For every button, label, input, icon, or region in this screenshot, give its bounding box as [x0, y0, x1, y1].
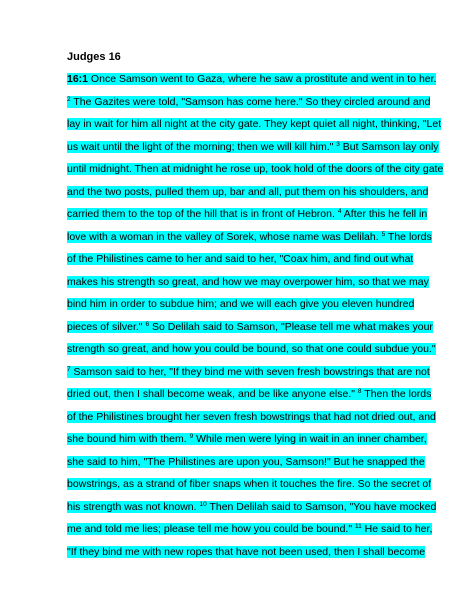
page-title: Judges 16: [67, 51, 121, 63]
verse-text: But Samson lay only: [339, 140, 439, 153]
verse-text: After this he fell in: [341, 208, 428, 220]
verse-text: So Delilah said to Samson, "Please tell me what makes your: [149, 320, 433, 333]
highlighted-text: [67, 96, 430, 108]
chapter-verse-ref: 16:1: [67, 73, 89, 85]
verse-text: Then the lords: [361, 388, 432, 400]
verse-text: He said to her,: [361, 523, 433, 535]
verse-text: bind him in order to subdue him; and we will each give you eleven hundred: [67, 298, 415, 310]
verse-text: she bound him with them.: [67, 433, 190, 445]
text-line: [67, 230, 432, 254]
highlighted-text: [67, 276, 429, 288]
highlighted-text: [67, 73, 436, 85]
text-line: [67, 253, 414, 276]
text-line: [67, 118, 442, 141]
highlighted-text: [67, 231, 432, 243]
highlighted-text: [67, 118, 441, 130]
verse-text: pieces of silver.": [67, 320, 146, 333]
text-line: [67, 410, 436, 434]
highlighted-text: [67, 366, 430, 378]
highlighted-text: [67, 478, 431, 490]
verse-text: The lords: [385, 230, 432, 243]
verse-text: While men were lying in wait in an inner chamber,: [193, 433, 427, 445]
verse-text: and the two posts, pulled them up, bar and all, put them on his shoulders, and: [67, 185, 429, 198]
text-line: [67, 388, 432, 411]
text-line: [67, 320, 433, 344]
verse-text: carried them to the top of the hill that is in front of Hebron.: [67, 208, 338, 220]
text-line: [67, 523, 433, 546]
verse-text: until midnight. Then at midnight he rose up, took hold of the doors of the city gate: [67, 163, 444, 175]
text-line: [67, 343, 436, 366]
text-line: [67, 433, 427, 456]
verse-text: strength so great, and how you could be bound, so that one could subdue you.": [67, 343, 436, 355]
text-line: [67, 478, 432, 501]
verse-number: 10: [199, 500, 207, 508]
verse-text: dried out, then I shall become weak, and be like anyone else.": [67, 388, 358, 400]
verse-text: "If they bind me with new ropes that have not been used, then I shall become: [67, 545, 426, 558]
verse-number: 3: [336, 140, 340, 148]
text-line: [67, 298, 415, 321]
verse-text: Samson said to her, "If they bind me with seven fresh bowstrings that are not: [70, 365, 430, 378]
verse-text: makes his strength so great, and how we may overpower him, so that we may: [67, 275, 429, 288]
text-line: [67, 95, 431, 119]
verse-text: of the Philistines came to her and said to her, "Coax him, and find out what: [67, 253, 414, 265]
highlighted-text: [67, 343, 436, 355]
text-line: [67, 545, 426, 569]
highlighted-text: [67, 163, 443, 175]
highlighted-text: [67, 433, 427, 445]
verse-number: 6: [145, 320, 150, 328]
verse-text: lay in wait for him all night at the city gate. They kept quiet all night, thinking, "Let: [67, 118, 442, 130]
text-line: [67, 275, 429, 299]
verse-text: his strength was not known.: [67, 500, 200, 513]
verse-text: love with a woman in the valley of Sorek, whose name was Delilah.: [67, 230, 382, 243]
verse-text: of the Philistines brought her seven fresh bowstrings that had not dried out, and: [67, 410, 436, 423]
highlighted-text: [67, 321, 433, 333]
highlighted-text: [67, 141, 439, 153]
highlighted-text: [67, 411, 436, 423]
highlighted-text: [67, 208, 427, 220]
text-line: [67, 500, 437, 524]
text-line: [67, 365, 430, 389]
verse-text: Once Samson went to Gaza, where he saw a prostitute and went in to her.: [88, 73, 437, 85]
verse-number: 8: [357, 388, 362, 395]
verse-number: 9: [189, 433, 194, 440]
highlighted-text: [67, 253, 413, 265]
verse-text: The Gazites were told, "Samson has come here." So they circled around and: [70, 95, 431, 108]
highlighted-text: [67, 186, 428, 198]
verse-text: she said to him, "The Philistines are upon you, Samson!" But he snapped the: [67, 455, 425, 468]
verse-number: 7: [67, 365, 71, 373]
highlighted-text: [67, 298, 414, 310]
verse-text: us wait until the light of the morning; then we will kill him.": [67, 140, 337, 153]
highlighted-text: [67, 388, 431, 400]
verse-text: bowstrings, as a strand of fiber snaps when it touches the fire. So the secret of: [67, 478, 432, 490]
highlighted-text: [67, 546, 425, 558]
text-line: [67, 455, 425, 479]
verse-number: 11: [354, 523, 362, 530]
highlighted-text: [67, 523, 432, 535]
verse-number: 5: [381, 230, 386, 238]
verse-text: Then Delilah said to Samson, "You have mocked: [206, 500, 437, 513]
verse-text: me and told me lies; please tell me how you could be bound.": [67, 523, 355, 535]
text-line: [67, 73, 437, 96]
text-line: [67, 208, 428, 231]
scripture-text: [67, 73, 444, 568]
text-line: [67, 140, 439, 164]
highlighted-text: [67, 501, 436, 513]
text-line: [67, 163, 444, 186]
highlighted-text: [67, 456, 425, 468]
verse-number: 2: [67, 95, 71, 103]
text-line: [67, 185, 429, 209]
verse-number: 4: [337, 208, 342, 215]
